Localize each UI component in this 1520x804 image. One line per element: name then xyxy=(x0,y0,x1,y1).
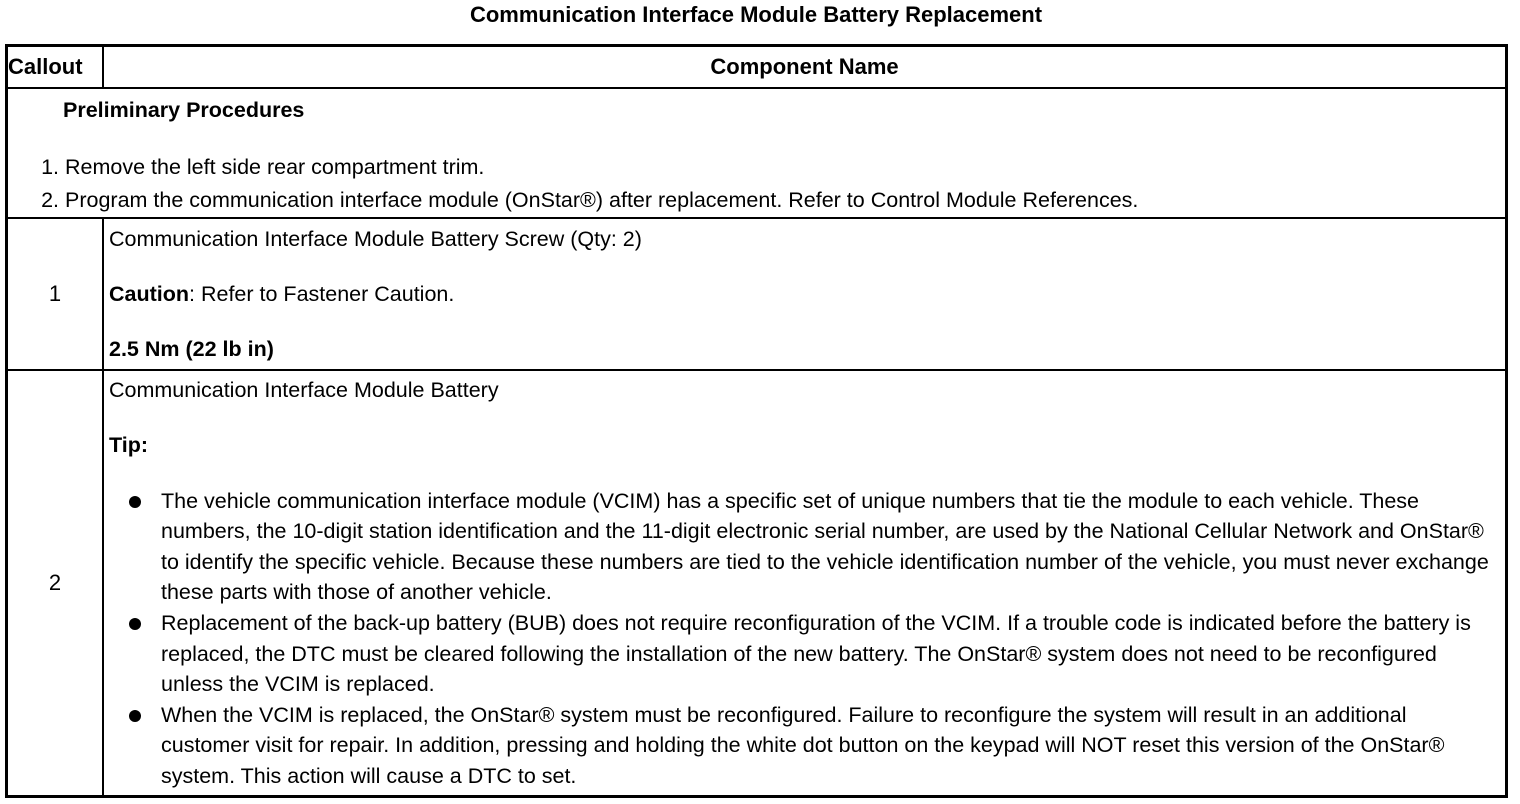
component-name: Communication Interface Module Battery xyxy=(109,377,499,402)
tip-label: Tip: xyxy=(109,432,149,457)
bullet-icon xyxy=(129,710,141,722)
table-header-row xyxy=(7,46,1507,89)
preliminary-step: 1. Remove the left side rear compartment trim. xyxy=(65,151,1505,184)
torque-spec: 2.5 Nm (22 lb in) xyxy=(109,337,274,361)
preliminary-step: 2. Program the communication interface module (OnStar®) after replacement. Refer to Control Module References. xyxy=(65,184,1505,217)
component-cell xyxy=(103,218,1507,370)
preliminary-cell xyxy=(7,88,1507,218)
preliminary-steps-list xyxy=(8,151,1505,217)
bullet-icon xyxy=(129,496,141,508)
callout-number: 1 xyxy=(7,218,104,370)
component-cell xyxy=(103,370,1507,797)
tip-text: Replacement of the back-up battery (BUB) does not require reconfiguration of the VCIM. If a trouble code is indicated before the battery is replaced, the DTC must be cleared following the installation of the new battery. The OnStar® system does not need to be reconfigured unless the VCIM is replaced. xyxy=(161,610,1471,697)
tip-text: When the VCIM is replaced, the OnStar® system must be reconfigured. Failure to reconfigure the system will result in an additional customer visit for repair. In addition, pressing and holding the white dot button on the keypad will NOT reset this version of the OnStar® system. This action will cause a DTC to set. xyxy=(161,702,1445,788)
bullet-icon xyxy=(129,618,141,630)
tip-text: The vehicle communication interface module (VCIM) has a specific set of unique numbers that tie the module to each vehicle. These numbers, the 10-digit station identification and the 11-digit electronic serial number, are used by the National Cellular Network and OnStar® to identify the specific vehicle. Because these numbers are tied to the vehicle identification number of the vehicle, you must never exchange these parts with those of another vehicle. xyxy=(161,488,1489,605)
preliminary-row xyxy=(7,88,1507,218)
tip-item xyxy=(161,608,1499,700)
page-title: Communication Interface Module Battery Replacement xyxy=(469,2,1043,27)
preliminary-title: Preliminary Procedures xyxy=(63,98,305,122)
table-row xyxy=(7,370,1507,797)
tip-item xyxy=(161,486,1499,608)
column-header-callout: Callout xyxy=(7,46,104,89)
procedure-table xyxy=(5,44,1508,798)
caution-text: : Refer to Fastener Caution. xyxy=(189,282,455,306)
table-row xyxy=(7,218,1507,370)
component-name: Communication Interface Module Battery Screw (Qty: 2) xyxy=(109,227,642,251)
callout-number: 2 xyxy=(7,370,104,797)
tips-list xyxy=(109,486,1499,792)
caution-line xyxy=(109,279,1499,309)
caution-label: Caution xyxy=(109,282,190,306)
tip-item xyxy=(161,700,1499,792)
column-header-component-name: Component Name xyxy=(103,46,1507,89)
